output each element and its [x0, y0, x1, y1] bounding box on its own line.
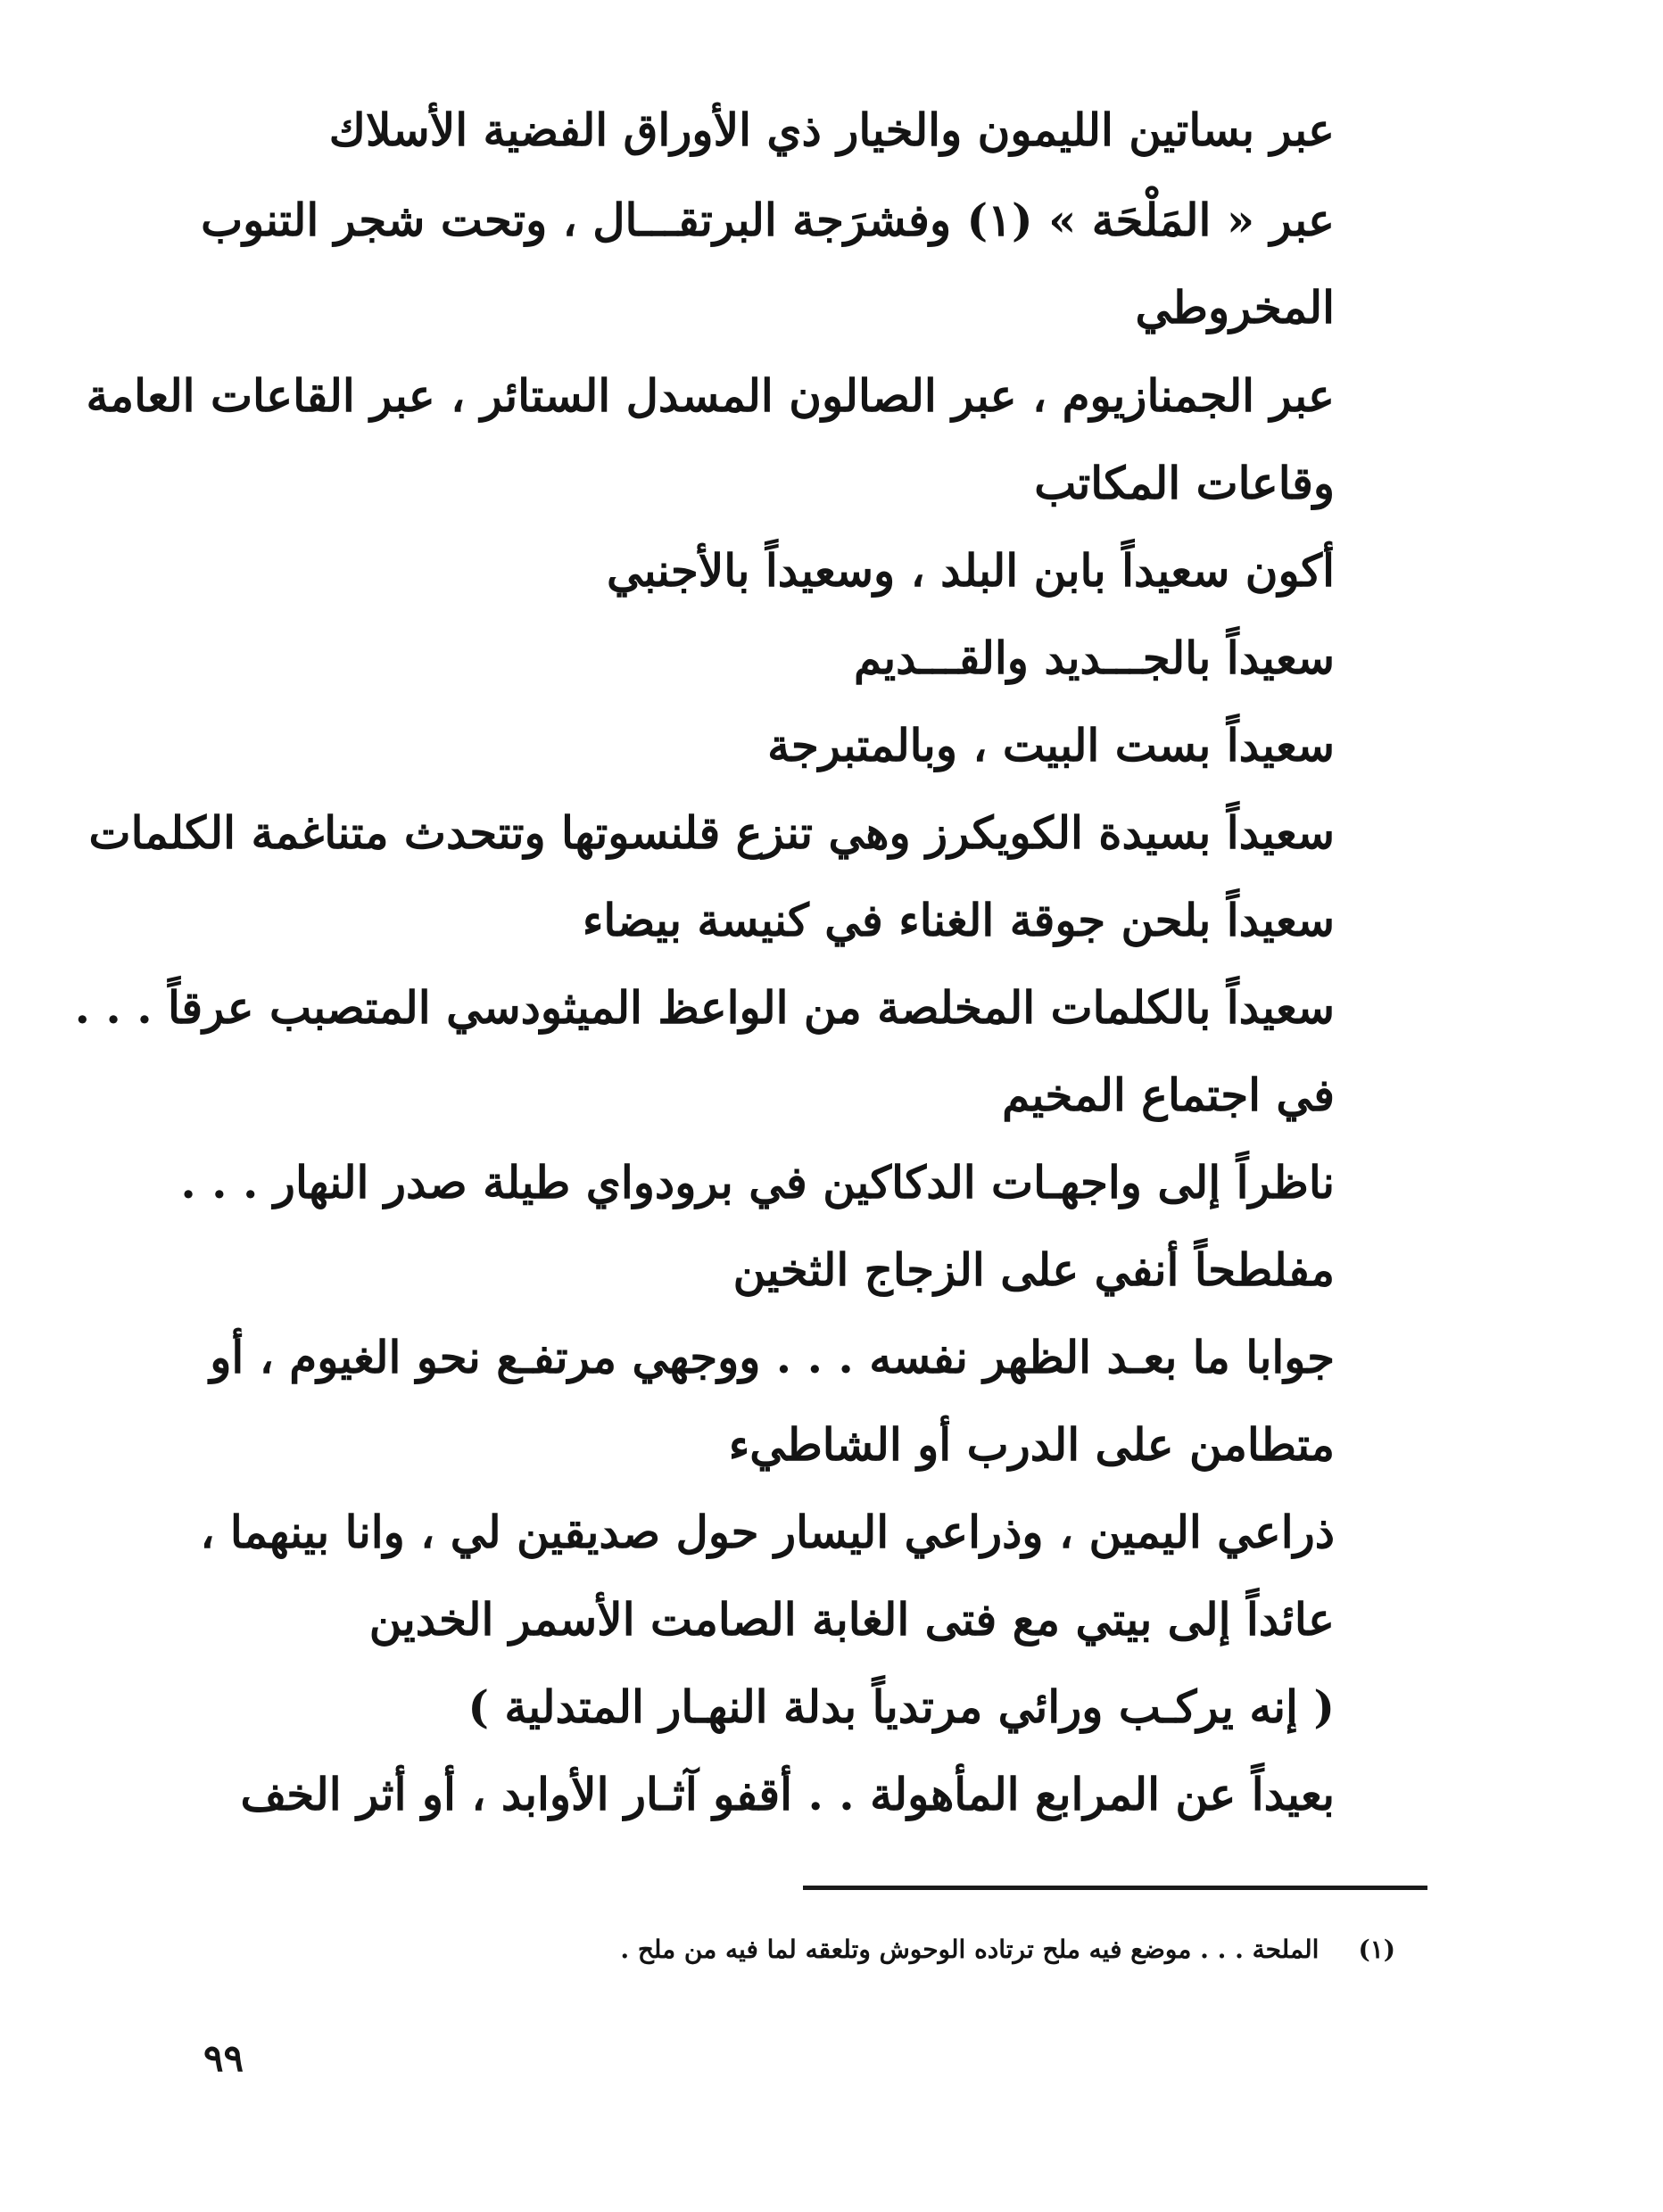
footnote-divider	[803, 1886, 1427, 1890]
verse-line-19: ( إنه يركـب ورائي مرتدياً بدلة النهـار المتدلية )	[467, 1680, 1335, 1733]
verse-line-15: جوابا ما بعـد الظهر نفسه . . . ووجهي مرتفـع نحو الغيوم ، أو	[210, 1331, 1335, 1383]
verse-line-4: عبر الجمنازيوم ، عبر الصالون المسدل الستائر ، عبر القاعات العامة	[86, 369, 1335, 422]
footnote-number: (١)	[1358, 1935, 1395, 1964]
verse-line-2: عبر « المَلْحَة » (١) وفشرَجة البرتقـــال ، وتحت شجر التنوب	[201, 194, 1335, 246]
verse-line-1: عبر بساتين الليمون والخيار ذي الأوراق الفضية الأسلاك	[328, 103, 1335, 156]
verse-line-14: مفلطحاً أنفي على الزجاج الثخين	[732, 1243, 1335, 1296]
verse-line-9: سعيداً بسيدة الكويكرز وهي تنزع قلنسوتها وتتحدث متناغمة الكلمات	[88, 806, 1335, 859]
verse-line-3: المخروطي	[1135, 281, 1335, 334]
verse-line-12: في اجتماع المخيم	[1002, 1069, 1335, 1121]
verse-line-20: بعيداً عن المرابع المأهولة . . أقفو آثـار الأوابد ، أو أثر الخف	[240, 1768, 1335, 1820]
verse-line-5: وقاعات المكاتب	[1034, 457, 1335, 509]
footnote-text: الملحة . . . موضع فيه ملح ترتاده الوحوش وتلعقه لما فيه من ملح .	[620, 1935, 1320, 1964]
verse-line-8: سعيداً بست البيت ، وبالمتبرجة	[767, 719, 1335, 772]
verse-line-18: عائداً إلى بيتي مع فتى الغابة الصامت الأسمر الخدين	[368, 1593, 1335, 1646]
verse-line-11: سعيداً بالكلمات المخلصة من الواعظ الميثودسي المتصبب عرقاً . . .	[74, 981, 1335, 1034]
verse-line-7: سعيداً بالجـــديد والقـــديم	[853, 631, 1335, 684]
footnote	[620, 1932, 1395, 1968]
page-number: ٩٩	[203, 2036, 244, 2080]
verse-line-13: ناظراً إلى واجهـات الدكاكين في برودواي طيلة صدر النهار . . .	[180, 1156, 1335, 1209]
verse-line-17: ذراعي اليمين ، وذراعي اليسار حول صديقين لي ، وانا بينهما ،	[200, 1506, 1335, 1558]
verse-line-6: أكون سعيداً بابن البلد ، وسعيداً بالأجنبي	[606, 544, 1335, 597]
verse-line-10: سعيداً بلحن جوقة الغناء في كنيسة بيضاء	[582, 894, 1335, 946]
verse-line-16: متطامن على الدرب أو الشاطيء	[728, 1418, 1335, 1471]
